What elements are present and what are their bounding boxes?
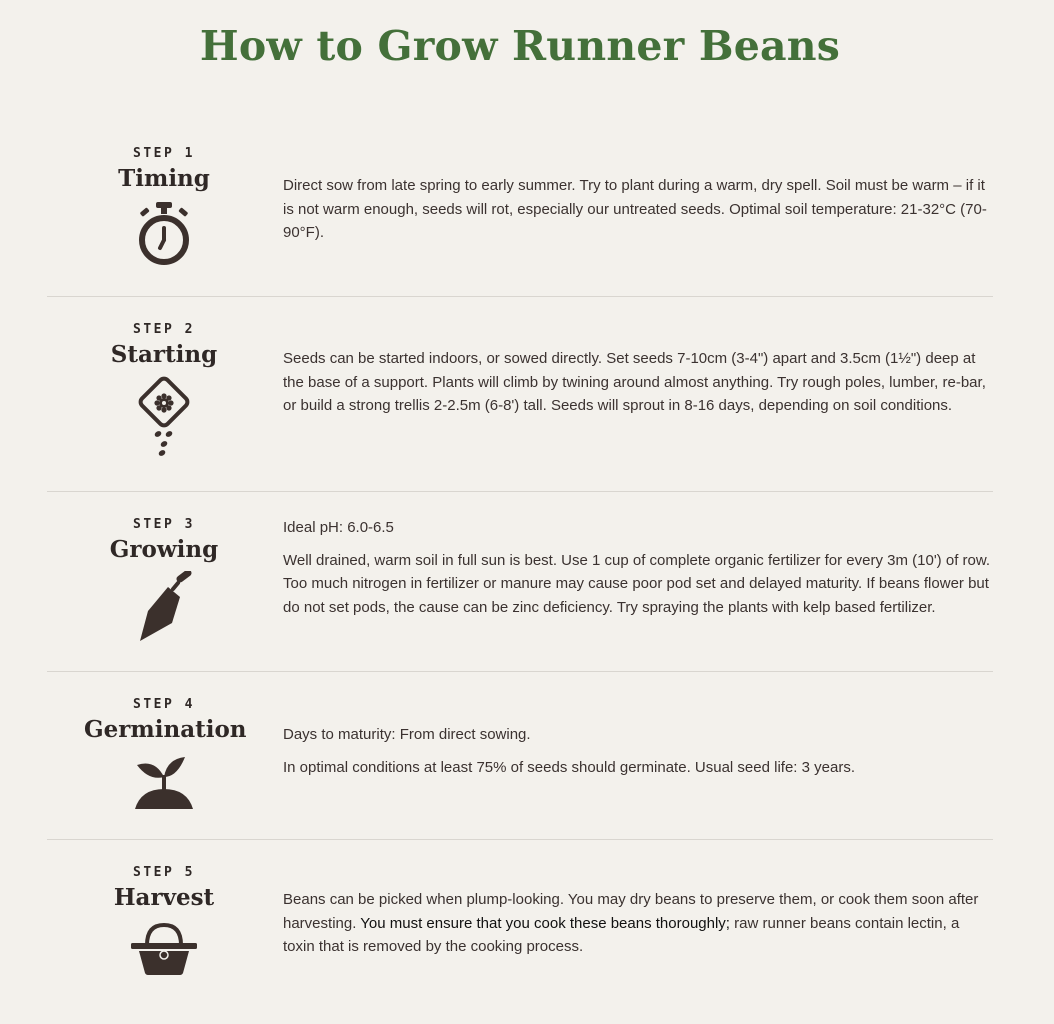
paragraph: Days to maturity: From direct sowing. (283, 726, 531, 743)
step-number: STEP 3 (133, 517, 195, 532)
step-name: Timing (118, 165, 210, 192)
paragraph: Seeds can be started indoors, or sowed directly. Set seeds 7-10cm (3-4") apart and 3.5cm (1½") deep at the base of a support. Plants will climb by twining around almost anything. Try rough poles, lumber, re-bar, or build a strong trellis 2-2.5m (6-8') tall. Seeds will sprout in 8-16 days, depending on soil conditions. (283, 350, 986, 414)
step-header (84, 865, 244, 979)
step-number: STEP 5 (133, 865, 195, 880)
step-name: Growing (109, 536, 219, 563)
step-description (283, 347, 995, 418)
step-header (84, 322, 244, 458)
step-number: STEP 4 (133, 697, 195, 712)
step-description (283, 516, 995, 619)
divider (47, 839, 993, 840)
paragraph: Direct sow from late spring to early summer. Try to plant during a warm, dry spell. Soil must be warm – if it is not warm enough, seeds will rot, especially our untreated seeds. Optimal soil temperature: 21-32°C (70-90°F). (283, 177, 987, 241)
step-number: STEP 2 (133, 322, 195, 337)
step-description (283, 888, 995, 959)
warning-text: You must ensure that you cook these beans thoroughly; (360, 914, 730, 932)
step-name: Germination (84, 716, 247, 743)
step-description (283, 174, 995, 245)
text-intro: Beans can be picked when plump-looking. You may dry beans to preserve them, or cook them soon after harvesting. (283, 891, 979, 932)
paragraph (283, 888, 995, 959)
paragraph: Ideal pH: 6.0-6.5 (283, 519, 394, 536)
step-header (84, 517, 244, 645)
divider (47, 671, 993, 672)
paragraph: In optimal conditions at least 75% of seeds should germinate. Usual seed life: 3 years. (283, 758, 855, 776)
step-description (283, 723, 995, 779)
step-name: Harvest (113, 884, 215, 911)
seed-packet-icon (132, 376, 196, 458)
trowel-icon (132, 571, 196, 645)
divider (47, 296, 993, 297)
stopwatch-icon (134, 200, 194, 270)
sprout-icon (129, 751, 199, 811)
basket-icon (129, 919, 199, 979)
page-title: How to Grow Runner Beans (199, 22, 841, 70)
text-outro: raw runner beans contain lectin, a toxin that is removed by the cooking process. (283, 914, 960, 955)
paragraph: Well drained, warm soil in full sun is best. Use 1 cup of complete organic fertilizer for every 3m (10') of row. Too much nitrogen in fertilizer or manure may cause poor pod set and delayed maturity. If beans flower but do not set pods, the cause can be zinc deficiency. Try spraying the plants with kelp based fertilizer. (283, 551, 991, 616)
step-header (84, 146, 244, 270)
step-name: Starting (110, 341, 218, 368)
step-header (84, 697, 247, 811)
divider (47, 491, 993, 492)
step-number: STEP 1 (133, 146, 195, 161)
